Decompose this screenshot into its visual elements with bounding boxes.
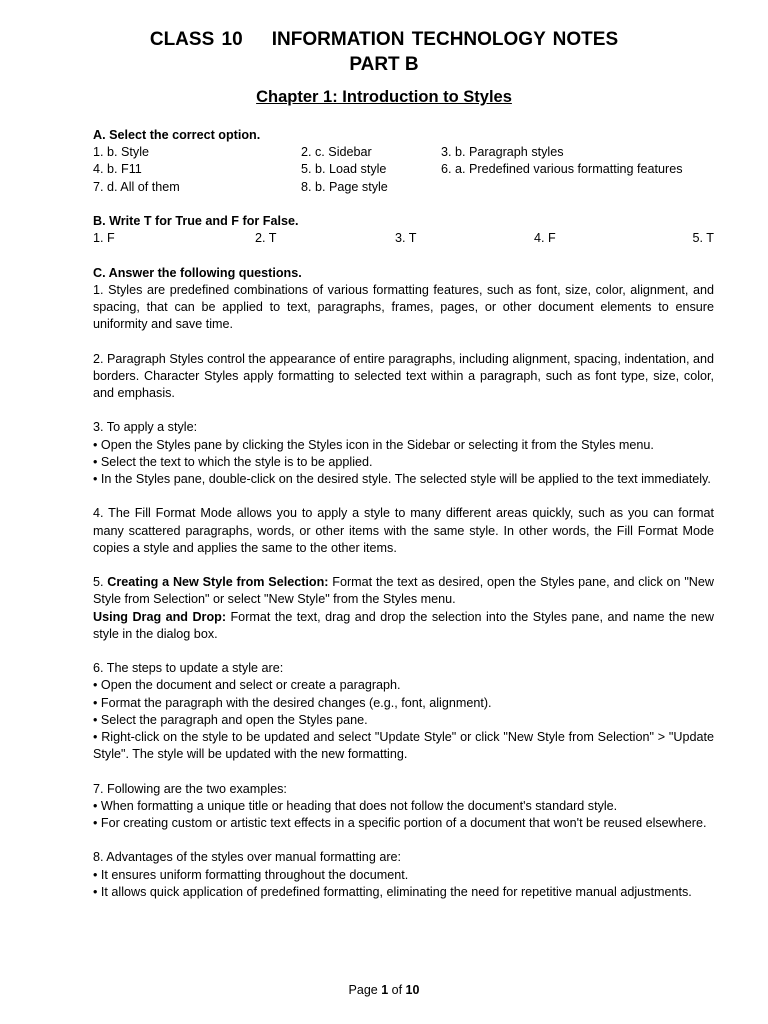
tf-answer: 1. F — [93, 231, 115, 246]
section-c-heading: C. Answer the following questions. — [93, 265, 302, 280]
answer-2: 2. Paragraph Styles control the appearance of entire paragraphs, including alignment, spacing, indentation, and borders. Character Styles apply formatting to selected text within a paragraph, such as font type, size, color, and emphasis. — [93, 351, 714, 400]
answer-5-bold-heading: Creating a New Style from Selection: — [107, 575, 329, 590]
answer-5-part-1 — [93, 574, 714, 608]
document-body — [93, 127, 714, 901]
answer-5-part-2 — [93, 609, 714, 643]
page-of-label: of — [388, 983, 406, 997]
answer-cell: 2. c. Sidebar — [301, 145, 372, 160]
true-false-row — [93, 230, 714, 247]
answer-cell: 3. b. Paragraph styles — [441, 145, 564, 160]
answer-3-intro: 3. To apply a style: — [93, 420, 198, 435]
page-current-number: 1 — [381, 983, 389, 997]
answer-cell — [441, 179, 714, 196]
answer-row — [93, 179, 714, 196]
tf-answer: 2. T — [255, 231, 277, 246]
tf-answer: 3. T — [395, 231, 417, 246]
answer-5-bold-heading-2: Using Drag and Drop: — [93, 609, 227, 624]
page-total-number: 10 — [405, 983, 420, 997]
answer-cell: 1. b. Style — [93, 145, 150, 160]
answer-5-text-2: Format the text, drag and drop the selection into the Styles pane, and name the new style in the dialog box. — [93, 609, 714, 641]
answer-cell: 8. b. Page style — [301, 179, 388, 194]
bullet-item: • It ensures uniform formatting throughout the document. — [93, 867, 409, 882]
page-label: Page — [348, 983, 382, 997]
bullet-item: • Select the paragraph and open the Styles pane. — [93, 712, 368, 727]
bullet-item: • When formatting a unique title or heading that does not follow the document's standard style. — [93, 798, 618, 813]
answer-cell: 5. b. Load style — [301, 162, 387, 177]
page-footer — [0, 982, 768, 998]
answer-row — [93, 144, 714, 161]
answer-cell: 6. a. Predefined various formatting features — [441, 162, 683, 177]
answer-6-intro: 6. The steps to update a style are: — [93, 661, 284, 676]
answer-7-intro: 7. Following are the two examples: — [93, 781, 287, 796]
bullet-item: • Format the paragraph with the desired changes (e.g., font, alignment). — [93, 695, 492, 710]
answer-4: 4. The Fill Format Mode allows you to apply a style to many different areas quickly, such as you can format many scattered paragraphs, words, or other items with the same style. In other words, the Fill Format Mode copies a style and applies the same to the other items. — [93, 506, 714, 555]
tf-answer: 4. F — [534, 231, 556, 246]
document-title: CLASS 10 INFORMATION TECHNOLOGY NOTES — [149, 29, 619, 50]
answer-row — [93, 161, 714, 178]
bullet-item: • In the Styles pane, double-click on the desired style. The selected style will be applied to the text immediately. — [93, 471, 711, 486]
section-b-heading: B. Write T for True and F for False. — [93, 213, 299, 228]
answer-5-text: Format the text as desired, open the Styles pane, and click on "New Style from Selection" or select "New Style" from the Styles menu. — [93, 575, 714, 607]
answer-5-prefix: 5. — [93, 575, 108, 590]
bullet-item: • Open the Styles pane by clicking the Styles icon in the Sidebar or selecting it from the Styles menu. — [93, 437, 654, 452]
answer-8-intro: 8. Advantages of the styles over manual formatting are: — [93, 850, 402, 865]
section-a-heading: A. Select the correct option. — [93, 128, 261, 142]
chapter-heading: Chapter 1: Introduction to Styles — [256, 88, 512, 106]
answer-cell: 7. d. All of them — [93, 179, 180, 194]
bullet-item: • Select the text to which the style is to be applied. — [93, 454, 373, 469]
document-subtitle: PART B — [349, 54, 419, 75]
tf-answer: 5. T — [692, 231, 714, 246]
bullet-item: • Right-click on the style to be updated and select "Update Style" or click "New Style from Selection" > "Update Style". The style will be updated with the new formatting. — [93, 729, 714, 762]
answer-1: 1. Styles are predefined combinations of various formatting features, such as font, size, color, alignment, and spacing, that can be applied to text, paragraphs, frames, pages, or other document elements to ensure uniformity and save time. — [93, 282, 714, 332]
bullet-item: • For creating custom or artistic text effects in a specific portion of a document that won't be reused elsewhere. — [93, 815, 707, 830]
bullet-item: • Open the document and select or create a paragraph. — [93, 678, 401, 693]
answer-cell: 4. b. F11 — [93, 162, 142, 177]
bullet-item: • It allows quick application of predefined formatting, eliminating the need for repetitive manual adjustments. — [93, 884, 692, 899]
